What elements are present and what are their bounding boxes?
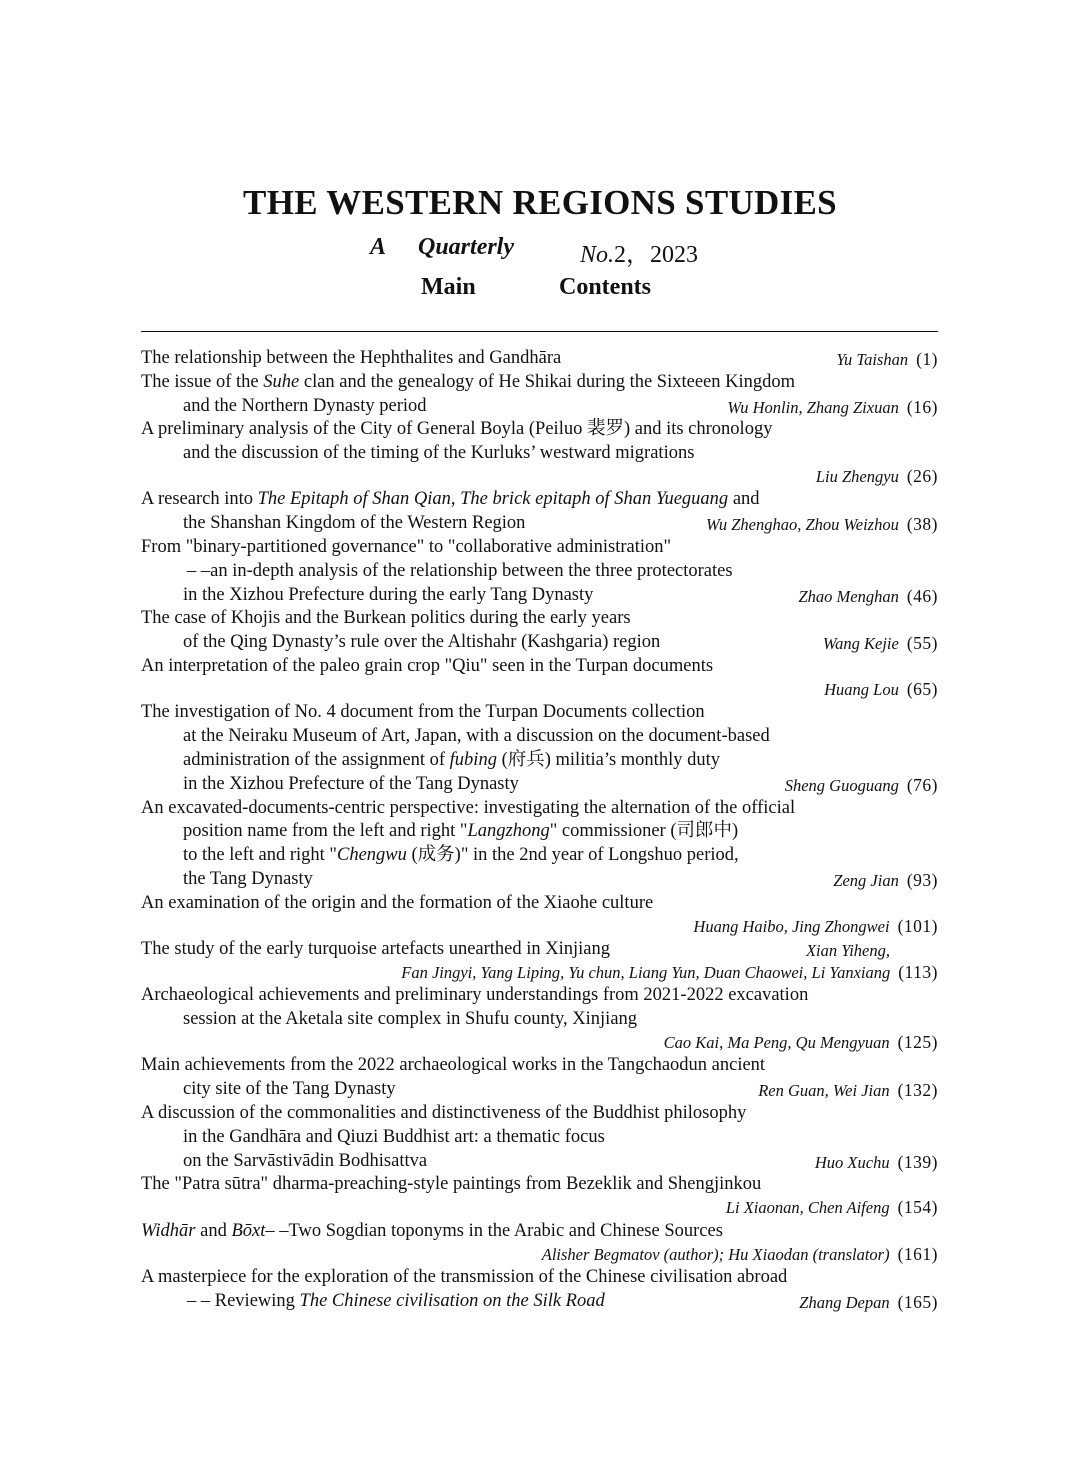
toc-entry [141, 1266, 938, 1314]
toc-entry [141, 1054, 938, 1102]
toc-entry [141, 1173, 938, 1219]
entry-title-cont: administration of the assignment of fubing (府兵) militia’s monthly duty [183, 749, 720, 770]
entry-title: A masterpiece for the exploration of the transmission of the Chinese civilisation abroad [141, 1267, 788, 1287]
frequency-word: Quarterly [418, 234, 514, 260]
entry-title: Main achievements from the 2022 archaeological works in the Tangchaodun ancient [141, 1055, 766, 1076]
entry-title-cont: in the Xizhou Prefecture during the early Tang Dynasty [183, 584, 594, 605]
entry-title: The case of Khojis and the Burkean politics during the early years [141, 608, 631, 629]
entry-authors: Cao Kai, Ma Peng, Qu Mengyuan (125) [663, 1031, 938, 1052]
entry-authors-first: Xian Yiheng, [805, 941, 890, 961]
header-rule [141, 331, 938, 332]
toc-entry [141, 892, 938, 938]
entry-title-cont: and the discussion of the timing of the Kurluks’ westward migrations [183, 443, 695, 464]
entry-title-cont: of the Qing Dynasty’s rule over the Altishahr (Kashgaria) region [183, 632, 661, 653]
entry-authors: Wang Kejie (55) [822, 633, 938, 654]
entry-authors: Ren Guan, Wei Jian (132) [758, 1080, 938, 1101]
contents-heading [0, 274, 1080, 304]
toc-entry [141, 984, 938, 1054]
toc-entry [141, 797, 938, 892]
entry-title: The study of the early turquoise artefacts unearthed in Xinjiang [141, 939, 611, 960]
page-number: (65) [906, 678, 938, 699]
entry-title-cont: city site of the Tang Dynasty [183, 1079, 396, 1100]
page-number: (154) [897, 1197, 938, 1218]
toc-entry [141, 536, 938, 607]
entry-title-cont: session at the Aketala site complex in Shufu county, Xinjiang [183, 1009, 638, 1030]
page-number: (46) [906, 585, 938, 606]
entry-title: A research into The Epitaph of Shan Qian, The brick epitaph of Shan Yueguang and [141, 489, 760, 510]
entry-title-cont: position name from the left and right "Langzhong" commissioner (司郎中) [183, 821, 739, 842]
page-number: (101) [897, 915, 938, 936]
toc-entry [141, 418, 938, 488]
entry-title-cont: on the Sarvāstivādin Bodhisattva [183, 1150, 428, 1171]
entry-title-cont: the Tang Dynasty [183, 868, 313, 889]
page-number: (113) [898, 961, 938, 982]
toc-entry [141, 1102, 938, 1173]
toc-entry [141, 701, 938, 796]
entry-title-cont: the Shanshan Kingdom of the Western Region [183, 513, 526, 534]
entry-title-cont: in the Xizhou Prefecture of the Tang Dynasty [183, 773, 519, 794]
entry-authors: Huang Haibo, Jing Zhongwei (101) [693, 915, 938, 936]
entry-authors: Alisher Begmatov (author); Hu Xiaodan (translator) (161) [541, 1243, 938, 1264]
page-number: (165) [897, 1291, 938, 1312]
page-number: (161) [897, 1243, 938, 1264]
table-of-contents [141, 347, 938, 1314]
main-label: Main [421, 274, 476, 300]
frequency-a: A [370, 234, 387, 260]
issue-number: No.2，2023 [580, 242, 699, 268]
entry-authors: Zeng Jian (93) [833, 869, 938, 890]
entry-title: From "binary-partitioned governance" to "collaborative administration" [141, 537, 672, 558]
entry-authors: Zhao Menghan (46) [798, 585, 938, 606]
entry-authors: Zhang Depan (165) [799, 1291, 938, 1312]
entry-title: The investigation of No. 4 document from the Turpan Documents collection [141, 702, 705, 723]
entry-authors: Wu Zhenghao, Zhou Weizhou (38) [706, 514, 938, 535]
entry-authors: Yu Taishan (1) [836, 349, 938, 369]
page-number: (76) [906, 774, 938, 795]
entry-title-cont: at the Neiraku Museum of Art, Japan, with a discussion on the document-based [183, 726, 770, 747]
toc-entry [141, 938, 938, 984]
issue-line [0, 234, 1080, 268]
journal-title: THE WESTERN REGIONS STUDIES [243, 183, 837, 222]
entry-title: A discussion of the commonalities and distinctiveness of the Buddhist philosophy [141, 1103, 747, 1124]
entry-authors: Wu Honlin, Zhang Zixuan (16) [727, 396, 938, 417]
toc-entry [141, 488, 938, 536]
toc-entry [141, 607, 938, 655]
page-number: (139) [897, 1151, 938, 1172]
entry-subtitle: – – Reviewing The Chinese civilisation on the Silk Road [187, 1290, 605, 1311]
page-number: (93) [906, 869, 938, 890]
entry-title: The relationship between the Hephthalites and Gandhāra [141, 348, 562, 368]
entry-title: An excavated-documents-centric perspective: investigating the alternation of the official [141, 797, 796, 818]
entry-title: The issue of the Suhe clan and the genealogy of He Shikai during the Sixteeen Kingdom [141, 371, 796, 392]
entry-authors: Sheng Guoguang (76) [784, 774, 938, 795]
entry-title: A preliminary analysis of the City of General Boyla (Peiluo 裴罗) and its chronology [141, 419, 773, 440]
entry-title: An interpretation of the paleo grain crop "Qiu" seen in the Turpan documents [141, 656, 714, 677]
page-number: (55) [906, 633, 938, 654]
contents-label: Contents [559, 274, 652, 300]
entry-title-cont: to the left and right "Chengwu (成务)" in the 2nd year of Longshuo period, [183, 845, 739, 866]
page-number: (38) [906, 514, 938, 535]
entry-authors: Li Xiaonan, Chen Aifeng (154) [725, 1197, 938, 1218]
toc-entry [141, 347, 938, 371]
entry-title: Widhār and Bōxt– –Two Sogdian toponyms in the Arabic and Chinese Sources [141, 1220, 723, 1241]
entry-authors: Liu Zhengyu (26) [815, 465, 938, 486]
entry-authors: Huang Lou (65) [824, 678, 938, 699]
toc-entry [141, 1220, 938, 1266]
page-number: (125) [897, 1031, 938, 1052]
entry-authors: Huo Xuchu (139) [814, 1151, 938, 1172]
page-number: (1) [916, 349, 938, 369]
entry-title: An examination of the origin and the formation of the Xiaohe culture [141, 892, 654, 913]
page-number: (132) [897, 1080, 938, 1101]
page-number: (26) [906, 465, 938, 486]
entry-authors: Fan Jingyi, Yang Liping, Yu chun, Liang Yun, Duan Chaowei, Li Yanxiang (113) [401, 961, 938, 982]
toc-entry [141, 371, 938, 419]
entry-title-cont: in the Gandhāra and Qiuzi Buddhist art: a thematic focus [183, 1126, 605, 1147]
entry-subtitle: – –an in-depth analysis of the relationship between the three protectorates [187, 560, 733, 581]
toc-entry [141, 655, 938, 701]
entry-title: Archaeological achievements and preliminary understandings from 2021-2022 excavation [141, 985, 809, 1006]
entry-title-cont: and the Northern Dynasty period [183, 395, 427, 416]
entry-title: The "Patra sūtra" dharma-preaching-style paintings from Bezeklik and Shengjinkou [141, 1174, 762, 1195]
page-number: (16) [906, 396, 938, 417]
